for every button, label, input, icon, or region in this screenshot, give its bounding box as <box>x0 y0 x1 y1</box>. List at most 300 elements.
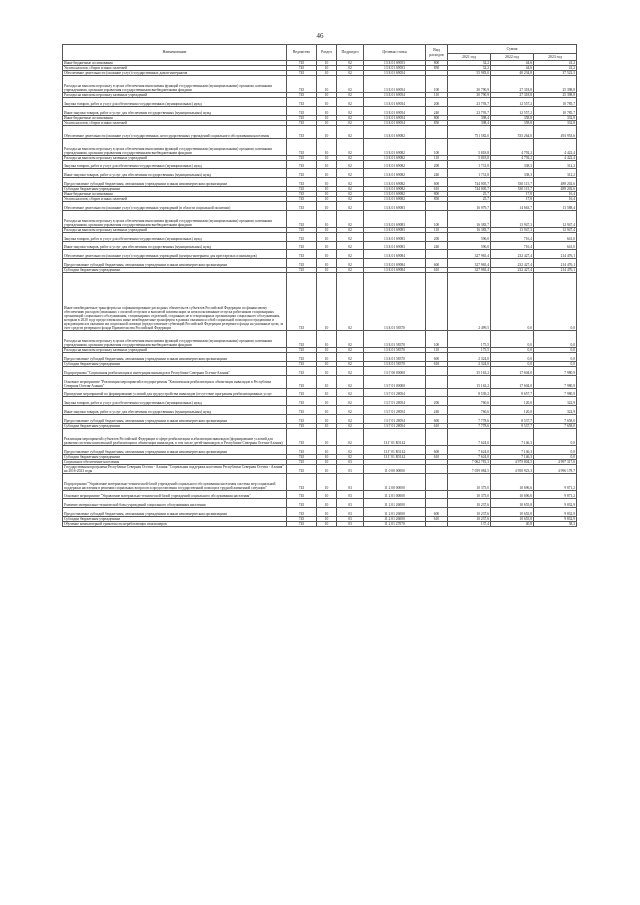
cell-target: 13 Б 01 69054 <box>364 71 426 76</box>
cell-ministry: 745 <box>287 454 317 459</box>
cell-ministry: 745 <box>287 202 317 211</box>
cell-ministry: 745 <box>287 366 317 375</box>
table-row <box>63 106 577 115</box>
header-section: Раздел <box>317 45 337 61</box>
cell-2023: 16,4 <box>534 192 577 197</box>
cell-section: 10 <box>317 76 337 93</box>
cell-subsection: 02 <box>337 227 364 232</box>
cell-expense-type: 110 <box>426 348 448 353</box>
cell-target: 13 Б 01 58370 <box>364 273 426 331</box>
cell-2022: 13 947,3 <box>491 227 534 232</box>
cell-subsection: 02 <box>337 361 364 366</box>
cell-2022: 10 655,8 <box>491 508 534 517</box>
cell-section: 10 <box>317 125 337 138</box>
cell-2022: 0,0 <box>491 331 534 348</box>
cell-ministry: 745 <box>287 241 317 250</box>
cell-2022: 358,8 <box>491 115 534 120</box>
cell-expense-type: 100 <box>426 331 448 348</box>
cell-target: 13 Г 01 28054 <box>364 388 426 397</box>
cell-2022: 13 947,3 <box>491 210 534 227</box>
cell-name: Уплата налогов, сборов и иных платежей <box>63 197 287 202</box>
cell-name: Подпрограмма "Управление материально-технической базой учреждений социального обслуживания населения системы мер социальной поддержки населения в решении социальных вопросов и предоставления государственной помощи в трудной жизненной ситуации" <box>63 473 287 490</box>
cell-2021: 5 818,8 <box>448 155 491 160</box>
cell-subsection: 03 <box>337 522 364 527</box>
cell-ministry: 745 <box>287 186 317 191</box>
cell-target: 13 Б 01 69082 <box>364 138 426 155</box>
cell-target: 11 2 00 00000 <box>364 473 426 490</box>
cell-section: 10 <box>317 348 337 353</box>
cell-target: 13 Б 01 58370 <box>364 348 426 353</box>
cell-2022: 10 696,6 <box>491 473 534 490</box>
cell-expense-type: 240 <box>426 106 448 115</box>
cell-ministry: 745 <box>287 76 317 93</box>
cell-2022: 338,3 <box>491 160 534 169</box>
cell-2021: 10 375,0 <box>448 490 491 499</box>
cell-target: 13 Б 01 69082 <box>364 169 426 178</box>
cell-2022: 7 146,3 <box>491 445 534 454</box>
cell-ministry: 745 <box>287 406 317 415</box>
cell-target: 11 2 01 27070 <box>364 522 426 527</box>
cell-subsection: 02 <box>337 125 364 138</box>
cell-target: 13 Б 01 69084 <box>364 250 426 259</box>
cell-2023: 0,0 <box>534 348 577 353</box>
cell-target: 13 Б 01 69082 <box>364 178 426 187</box>
table-row <box>63 250 577 259</box>
cell-name: Предоставление субсидий бюджетным, автономным учреждениям и иным некоммерческим организациям <box>63 508 287 517</box>
table-row <box>63 160 577 169</box>
cell-2023: 41,2 <box>534 66 577 71</box>
cell-2023: 4 422,4 <box>534 138 577 155</box>
cell-name: Подпрограмма "Социальная реабилитация и интеграция инвалидов в Республике Северная Осетия-Алания" <box>63 366 287 375</box>
cell-ministry: 745 <box>287 250 317 259</box>
cell-2023: 312,2 <box>534 160 577 169</box>
cell-section: 10 <box>317 227 337 232</box>
cell-2021: 10 237,6 <box>448 499 491 508</box>
cell-name: Расходы на выплаты персоналу в целях обеспечения выполнения функций государственными (муниципальными) органами, казенными учреждениями, органами управления государственными внебюджетными фондами <box>63 138 287 155</box>
cell-2022: 120,0 <box>491 397 534 406</box>
cell-2021: 25,7 <box>448 192 491 197</box>
cell-2022: 535 264,0 <box>491 125 534 138</box>
cell-name: Закупка товаров, работ и услуг для обеспечения государственных (муниципальных) нужд <box>63 160 287 169</box>
cell-subsection: 02 <box>337 93 364 98</box>
cell-section: 10 <box>317 517 337 522</box>
cell-section: 10 <box>317 464 337 473</box>
cell-2023: 0,0 <box>534 353 577 362</box>
cell-2021: 30 790,9 <box>448 93 491 98</box>
cell-name: Расходы на выплаты персоналу в целях обеспечения выполнения функций государственными (муниципальными) органами, казенными учреждениями, органами управления государственными внебюджетными фондами <box>63 76 287 93</box>
cell-target: 13 Б 01 69054 <box>364 93 426 98</box>
cell-2022: 8 537,7 <box>491 414 534 423</box>
cell-target: 11 2 01 26000 <box>364 499 426 508</box>
cell-target: 11 2 01 26000 <box>364 517 426 522</box>
table-row <box>63 76 577 93</box>
cell-section: 10 <box>317 106 337 115</box>
cell-name: Обеспечение деятельности (оказание услуг) государственных домов-интернатов <box>63 71 287 76</box>
cell-2023: 332,8 <box>534 120 577 125</box>
cell-2022: 10 655,8 <box>491 499 534 508</box>
cell-target: 13 Б 01 69054 <box>364 76 426 93</box>
cell-subsection: 02 <box>337 268 364 273</box>
cell-section: 10 <box>317 459 337 464</box>
cell-expense-type: 100 <box>426 138 448 155</box>
cell-2023: 12 947,4 <box>534 227 577 232</box>
cell-2022: 0,0 <box>491 361 534 366</box>
cell-name: Расходы на выплаты персоналу в целях обеспечения выполнения функций государственными (муниципальными) органами, казенными учреждениями, органами управления государственными внебюджетными фондами <box>63 210 287 227</box>
cell-subsection: 02 <box>337 155 364 160</box>
cell-target: 13 Г 01 R5142 <box>364 454 426 459</box>
cell-2023: 489 202,6 <box>534 186 577 191</box>
cell-2021: 16 979,7 <box>448 202 491 211</box>
cell-subsection: 02 <box>337 178 364 187</box>
cell-name: Уплата налогов, сборов и иных платежей <box>63 120 287 125</box>
cell-2021: 2 499,5 <box>448 273 491 331</box>
cell-subsection: 02 <box>337 186 364 191</box>
cell-expense-type: 600 <box>426 414 448 423</box>
cell-ministry: 745 <box>287 459 317 464</box>
cell-2023: 7 980,9 <box>534 388 577 397</box>
cell-expense-type <box>426 366 448 375</box>
cell-2021: 16 383,7 <box>448 227 491 232</box>
cell-2021: 23 793,7 <box>448 98 491 107</box>
cell-2021: 55 983,0 <box>448 71 491 76</box>
cell-ministry: 745 <box>287 361 317 366</box>
cell-section: 10 <box>317 186 337 191</box>
cell-section: 10 <box>317 98 337 107</box>
cell-2022: 232 427,4 <box>491 250 534 259</box>
cell-2023: 0,0 <box>534 361 577 366</box>
cell-target: 13 Б 01 58370 <box>364 353 426 362</box>
cell-expense-type <box>426 202 448 211</box>
table-row <box>63 414 577 423</box>
table-row <box>63 388 577 397</box>
cell-expense-type: 600 <box>426 178 448 187</box>
cell-2022: 17 604,0 <box>491 366 534 375</box>
cell-2023: 37 522,3 <box>534 71 577 76</box>
table-row <box>63 98 577 107</box>
cell-ministry: 745 <box>287 210 317 227</box>
table-row <box>63 210 577 227</box>
cell-2023: 9 832,9 <box>534 508 577 517</box>
cell-expense-type <box>426 464 448 473</box>
table-row <box>63 366 577 375</box>
cell-2022: 4 979 804,5 <box>491 459 534 464</box>
cell-expense-type: 850 <box>426 66 448 71</box>
header-subsection: Подраздел <box>337 45 364 61</box>
cell-name: Реализация мероприятий субъектов Российской Федерации в сфере реабилитации и абилитации инвалидов (формирование условий для развития системы комплексной реабилитации и абилитации инвалидов, в том числе детей-инвалидов, в Республике Северная Осетия-Алания) <box>63 428 287 445</box>
cell-name: Иные закупки товаров, работ и услуг для обеспечения государственных (муниципальных) нужд <box>63 106 287 115</box>
cell-expense-type: 610 <box>426 186 448 191</box>
cell-2021: 327 965,4 <box>448 259 491 268</box>
cell-expense-type: 600 <box>426 445 448 454</box>
cell-2023: 7 658,0 <box>534 414 577 423</box>
cell-subsection: 02 <box>337 273 364 331</box>
cell-name: Иные бюджетные ассигнования <box>63 115 287 120</box>
cell-expense-type: 600 <box>426 259 448 268</box>
cell-target: 13 Б 01 69084 <box>364 268 426 273</box>
cell-2023: 4 996 178,7 <box>534 464 577 473</box>
cell-2022: 7 146,3 <box>491 454 534 459</box>
cell-2022: 8 657,7 <box>491 388 534 397</box>
cell-name: Предоставление субсидий бюджетным, автономным учреждениям и иным некоммерческим организациям <box>63 353 287 362</box>
cell-2021: 2 324,0 <box>448 353 491 362</box>
cell-expense-type: 200 <box>426 98 448 107</box>
cell-subsection: 02 <box>337 160 364 169</box>
cell-ministry: 745 <box>287 115 317 120</box>
cell-name: Обеспечение деятельности (оказание услуг) государственных учреждений (в области социальной политики) <box>63 202 287 211</box>
cell-name: Закупка товаров, работ и услуг для обеспечения государственных (муниципальных) нужд <box>63 397 287 406</box>
cell-section: 10 <box>317 273 337 331</box>
cell-expense-type: 200 <box>426 232 448 241</box>
cell-2023: 7 980,9 <box>534 375 577 388</box>
table-row <box>63 353 577 362</box>
table-body <box>63 61 577 527</box>
table-row <box>63 178 577 187</box>
cell-2021: 1 731,8 <box>448 160 491 169</box>
table-header-row <box>63 45 577 54</box>
cell-2023: 9 871,2 <box>534 473 577 490</box>
cell-section: 10 <box>317 178 337 187</box>
cell-subsection: 02 <box>337 428 364 445</box>
cell-section: 10 <box>317 61 337 66</box>
cell-expense-type <box>426 250 448 259</box>
cell-2021: 175,5 <box>448 331 491 348</box>
cell-2022: 0,0 <box>491 353 534 362</box>
cell-2022: 120,0 <box>491 406 534 415</box>
cell-2023: 0,0 <box>534 454 577 459</box>
cell-target: 13 Г 01 00000 <box>364 375 426 388</box>
cell-target: 13 Б 01 69083 <box>364 232 426 241</box>
cell-section: 10 <box>317 93 337 98</box>
cell-subsection: 02 <box>337 115 364 120</box>
cell-2021: 137,4 <box>448 522 491 527</box>
cell-target: 13 Б 01 69083 <box>364 210 426 227</box>
cell-expense-type: 610 <box>426 423 448 428</box>
cell-2022: 0,0 <box>491 348 534 353</box>
table-row <box>63 241 577 250</box>
cell-target: 13 Б 01 69053 <box>364 61 426 66</box>
cell-2022: 4 792,2 <box>491 138 534 155</box>
cell-2022: 0,0 <box>491 273 534 331</box>
cell-expense-type: 610 <box>426 517 448 522</box>
cell-section: 10 <box>317 202 337 211</box>
budget-table-container <box>62 44 576 527</box>
cell-2022: 4 950 923,3 <box>491 464 534 473</box>
cell-target: 13 Б 01 58370 <box>364 331 426 348</box>
cell-section: 10 <box>317 138 337 155</box>
cell-2022: 27 318,8 <box>491 76 534 93</box>
cell-name: Уплата налогов, сборов и иных платежей <box>63 66 287 71</box>
cell-subsection: 03 <box>337 464 364 473</box>
table-row <box>63 125 577 138</box>
cell-section: 10 <box>317 473 337 490</box>
cell-name: Обеспечение деятельности (оказание услуг) государственных, негосударственных учреждений социального обслуживания населения <box>63 125 287 138</box>
cell-2023: 10 785,7 <box>534 106 577 115</box>
cell-expense-type: 610 <box>426 268 448 273</box>
cell-expense-type: 850 <box>426 120 448 125</box>
cell-section: 10 <box>317 361 337 366</box>
cell-subsection: 02 <box>337 250 364 259</box>
cell-target: 13 Б 01 69083 <box>364 241 426 250</box>
cell-section: 10 <box>317 250 337 259</box>
cell-ministry: 745 <box>287 93 317 98</box>
cell-2023: 13 588,4 <box>534 202 577 211</box>
cell-2023: 214 476,1 <box>534 259 577 268</box>
cell-expense-type: 800 <box>426 192 448 197</box>
table-row <box>63 490 577 499</box>
cell-2023: 322,9 <box>534 406 577 415</box>
cell-2021: 7 039 084,5 <box>448 464 491 473</box>
cell-name: Субсидии бюджетным учреждениям <box>63 454 287 459</box>
cell-section: 10 <box>317 508 337 517</box>
cell-2021: 30 790,9 <box>448 76 491 93</box>
cell-2022: 10 696,6 <box>491 490 534 499</box>
cell-target: 13 Г 01 R5142 <box>364 445 426 454</box>
cell-2023: 332,8 <box>534 115 577 120</box>
cell-expense-type <box>426 125 448 138</box>
cell-ministry: 745 <box>287 473 317 490</box>
cell-subsection: 02 <box>337 454 364 459</box>
cell-name: Обеспечение деятельности (оказание услуг) государственных учреждений (центры-интернаты для престарелых и инвалидов) <box>63 250 287 259</box>
cell-2022: 338,3 <box>491 169 534 178</box>
cell-2023: 9 832,9 <box>534 517 577 522</box>
cell-2022: 40,8 <box>491 522 534 527</box>
cell-subsection: 02 <box>337 192 364 197</box>
cell-section: 10 <box>317 120 337 125</box>
table-row <box>63 138 577 155</box>
table-row <box>63 202 577 211</box>
cell-2022: 7 146,3 <box>491 428 534 445</box>
table-row <box>63 508 577 517</box>
table-row <box>63 232 577 241</box>
cell-name: Субсидии бюджетным учреждениям <box>63 268 287 273</box>
cell-expense-type <box>426 499 448 508</box>
cell-2022: 44,6 <box>491 61 534 66</box>
cell-name: Субсидии бюджетным учреждениям <box>63 361 287 366</box>
cell-section: 10 <box>317 192 337 197</box>
cell-2021: 327 965,4 <box>448 268 491 273</box>
cell-section: 10 <box>317 259 337 268</box>
cell-ministry: 745 <box>287 428 317 445</box>
cell-ministry: 745 <box>287 348 317 353</box>
table-row <box>63 464 577 473</box>
cell-subsection: 02 <box>337 98 364 107</box>
table-row <box>63 397 577 406</box>
cell-ministry: 745 <box>287 178 317 187</box>
cell-2023: 9 832,9 <box>534 499 577 508</box>
cell-expense-type: 610 <box>426 454 448 459</box>
cell-ministry: 745 <box>287 259 317 268</box>
cell-section: 10 <box>317 210 337 227</box>
cell-section: 10 <box>317 490 337 499</box>
cell-2023: 12 947,4 <box>534 210 577 227</box>
cell-section: 10 <box>317 366 337 375</box>
cell-2023: 4 422,4 <box>534 155 577 160</box>
cell-2023: 322,9 <box>534 397 577 406</box>
cell-target: 13 Г 01 28054 <box>364 397 426 406</box>
cell-section: 10 <box>317 160 337 169</box>
cell-subsection: 02 <box>337 353 364 362</box>
cell-name: Социальное обеспечение населения <box>63 459 287 464</box>
cell-expense-type <box>426 388 448 397</box>
table-row <box>63 169 577 178</box>
cell-2021: 744 005,7 <box>448 186 491 191</box>
cell-subsection: 02 <box>337 61 364 66</box>
cell-2023: 25 398,8 <box>534 93 577 98</box>
cell-subsection: 03 <box>337 490 364 499</box>
cell-2022: 716,4 <box>491 232 534 241</box>
cell-ministry: 745 <box>287 125 317 138</box>
cell-2022: 27 318,8 <box>491 93 534 98</box>
cell-ministry: 745 <box>287 66 317 71</box>
cell-2023: 0,0 <box>534 428 577 445</box>
header-ministry: Ведомство <box>287 45 317 61</box>
cell-section: 10 <box>317 169 337 178</box>
cell-subsection: 02 <box>337 76 364 93</box>
cell-name: Расходы на выплаты персоналу казенных учреждений <box>63 93 287 98</box>
cell-section: 10 <box>317 71 337 76</box>
cell-subsection: 03 <box>337 508 364 517</box>
cell-expense-type: 600 <box>426 508 448 517</box>
cell-name: Проведение мероприятий по формированию условий для трудоустройства инвалидов (отсутствие программы реабилитационных услуг <box>63 388 287 397</box>
cell-section: 10 <box>317 499 337 508</box>
cell-2021: 7 624,0 <box>448 428 491 445</box>
cell-ministry: 745 <box>287 61 317 66</box>
cell-expense-type: 240 <box>426 169 448 178</box>
cell-subsection: 02 <box>337 106 364 115</box>
cell-name: Предоставление субсидий бюджетным, автономным учреждениям и иным некоммерческим организациям <box>63 178 287 187</box>
cell-2023: 0,0 <box>534 331 577 348</box>
cell-subsection: 02 <box>337 375 364 388</box>
cell-subsection: 03 <box>337 499 364 508</box>
cell-target: 13 Б 01 69083 <box>364 227 426 232</box>
cell-ministry: 745 <box>287 197 317 202</box>
cell-2021: 760,6 <box>448 397 491 406</box>
cell-target: 13 Б 01 69083 <box>364 202 426 211</box>
cell-2022: 17 604,0 <box>491 375 534 388</box>
cell-section: 10 <box>317 353 337 362</box>
cell-subsection: 02 <box>337 331 364 348</box>
cell-section: 10 <box>317 388 337 397</box>
cell-target: 13 Б 01 69053 <box>364 66 426 71</box>
cell-name: Субсидии бюджетным учреждениям <box>63 186 287 191</box>
cell-section: 10 <box>317 197 337 202</box>
cell-ministry: 745 <box>287 464 317 473</box>
cell-target: 13 Б 01 69054 <box>364 115 426 120</box>
cell-section: 10 <box>317 241 337 250</box>
cell-2021: 16 383,7 <box>448 210 491 227</box>
cell-subsection: 02 <box>337 366 364 375</box>
cell-expense-type: 100 <box>426 76 448 93</box>
cell-name: Субсидии бюджетным учреждениям <box>63 423 287 428</box>
cell-target: 13 Б 01 69084 <box>364 259 426 268</box>
cell-name: Предоставление субсидий бюджетным, автономным учреждениям и иным некоммерческим организациям <box>63 445 287 454</box>
cell-ministry: 745 <box>287 388 317 397</box>
cell-2022: 530 115,7 <box>491 178 534 187</box>
cell-ministry: 745 <box>287 227 317 232</box>
cell-2022: 232 427,4 <box>491 268 534 273</box>
cell-name: Иные бюджетные ассигнования <box>63 192 287 197</box>
cell-subsection: 02 <box>337 202 364 211</box>
cell-subsection: 02 <box>337 259 364 268</box>
cell-section: 10 <box>317 331 337 348</box>
cell-expense-type <box>426 428 448 445</box>
cell-subsection: 02 <box>337 348 364 353</box>
table-row <box>63 273 577 331</box>
cell-target: 13 Б 01 58370 <box>364 361 426 366</box>
cell-ministry: 745 <box>287 331 317 348</box>
cell-2021: 7 624,0 <box>448 454 491 459</box>
cell-section: 10 <box>317 522 337 527</box>
